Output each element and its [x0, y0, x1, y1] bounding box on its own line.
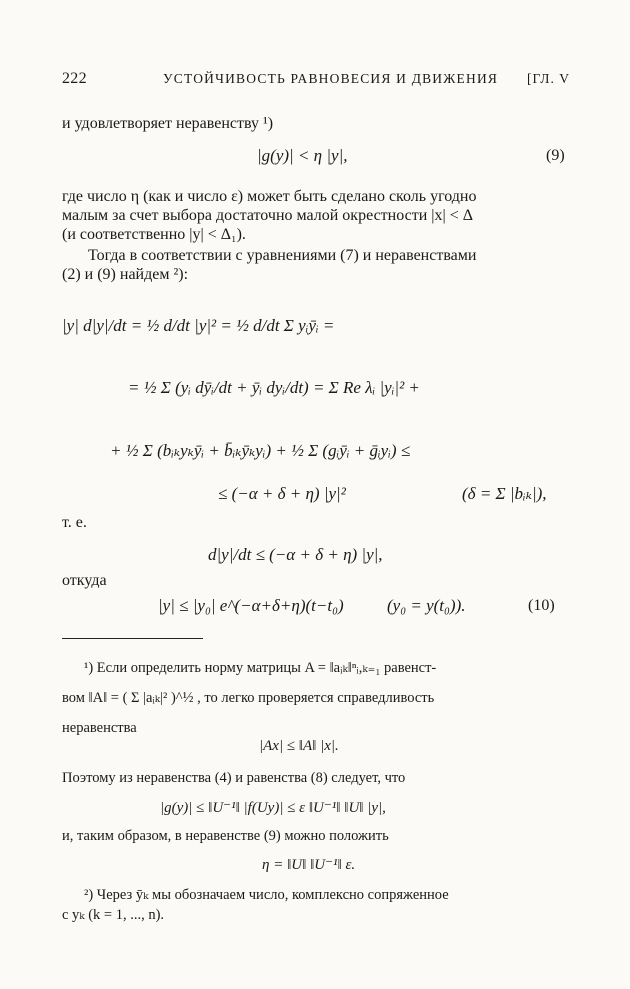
delta-definition: (δ = Σ |bᵢₖ|), [462, 484, 547, 503]
derivation-line-2: = ½ Σ (yᵢ dȳᵢ/dt + ȳᵢ dyᵢ/dt) = Σ Re λᵢ |yᵢ|² + [128, 378, 420, 397]
footnote-1-line-4: Поэтому из неравенства (4) и равенства (8) следует, что [62, 770, 406, 786]
footnote-1-line-3: неравенства [62, 720, 137, 736]
paragraph-3-line-1: Тогда в соответствии с уравнениями (7) и неравенствами [88, 247, 477, 264]
running-title: УСТОЙЧИВОСТЬ РАВНОВЕСИЯ И ДВИЖЕНИЯ [163, 71, 499, 86]
paragraph-2-line-2: малым за счет выбора достаточно малой окрестности |x| < Δ [62, 207, 474, 224]
derivation-line-3: + ½ Σ (bᵢₖyₖȳᵢ + b̄ᵢₖȳₖyᵢ) + ½ Σ (gᵢȳᵢ + ḡᵢyᵢ) ≤ [110, 441, 411, 460]
paragraph-1: и удовлетворяет неравенству ¹) [62, 115, 274, 132]
equation-9: |g(y)| < η |y|, [257, 146, 348, 165]
footnote-1-equation-2: |g(y)| ≤ ‖U⁻¹‖ |f(Uy)| ≤ ε ‖U⁻¹‖ ‖U‖ |y|, [160, 800, 386, 816]
chapter-label: [ГЛ. V [527, 71, 570, 86]
y0-definition: (y₀ = y(t₀)). [387, 596, 466, 615]
equation-10-number: (10) [528, 597, 555, 614]
footnote-1-line-1: ¹) Если определить норму матрицы A = ‖aᵢₖ‖ⁿᵢ,ₖ₌₁ равенст- [84, 660, 437, 676]
page-number: 222 [62, 70, 87, 87]
footnote-divider [62, 638, 203, 639]
footnote-1-line-2: вом ‖A‖ = ( Σ |aᵢₖ|² )^½ , то легко проверяется справедливость [62, 690, 435, 706]
otkuda-text: откуда [62, 572, 107, 589]
derivation-line-1: |y| d|y|/dt = ½ d/dt |y|² = ½ d/dt Σ yᵢȳᵢ = [62, 316, 335, 335]
equation-10: |y| ≤ |y₀| e^(−α+δ+η)(t−t₀) [158, 596, 344, 615]
paragraph-3-line-2: (2) и (9) найдем ²): [62, 266, 189, 283]
footnote-1-equation-1: |Ax| ≤ ‖A‖ |x|. [259, 738, 339, 754]
derivative-inequality: d|y|/dt ≤ (−α + δ + η) |y|, [208, 545, 383, 564]
equation-9-number: (9) [546, 147, 565, 164]
footnote-1-equation-3: η = ‖U‖ ‖U⁻¹‖ ε. [262, 857, 356, 873]
footnote-2-line-1: ²) Через ȳₖ мы обозначаем число, комплексно сопряженное [84, 887, 449, 903]
footnote-2-line-2: с yₖ (k = 1, ..., n). [62, 907, 165, 923]
te-text: т. е. [62, 514, 87, 531]
paragraph-2-line-1: где число η (как и число ε) может быть сделано сколь угодно [62, 188, 477, 205]
derivation-line-4: ≤ (−α + δ + η) |y|² [218, 484, 346, 503]
footnote-1-line-5: и, таким образом, в неравенстве (9) можно положить [62, 828, 389, 844]
paragraph-2-line-3: (и соответственно |y| < Δ₁). [62, 226, 246, 243]
